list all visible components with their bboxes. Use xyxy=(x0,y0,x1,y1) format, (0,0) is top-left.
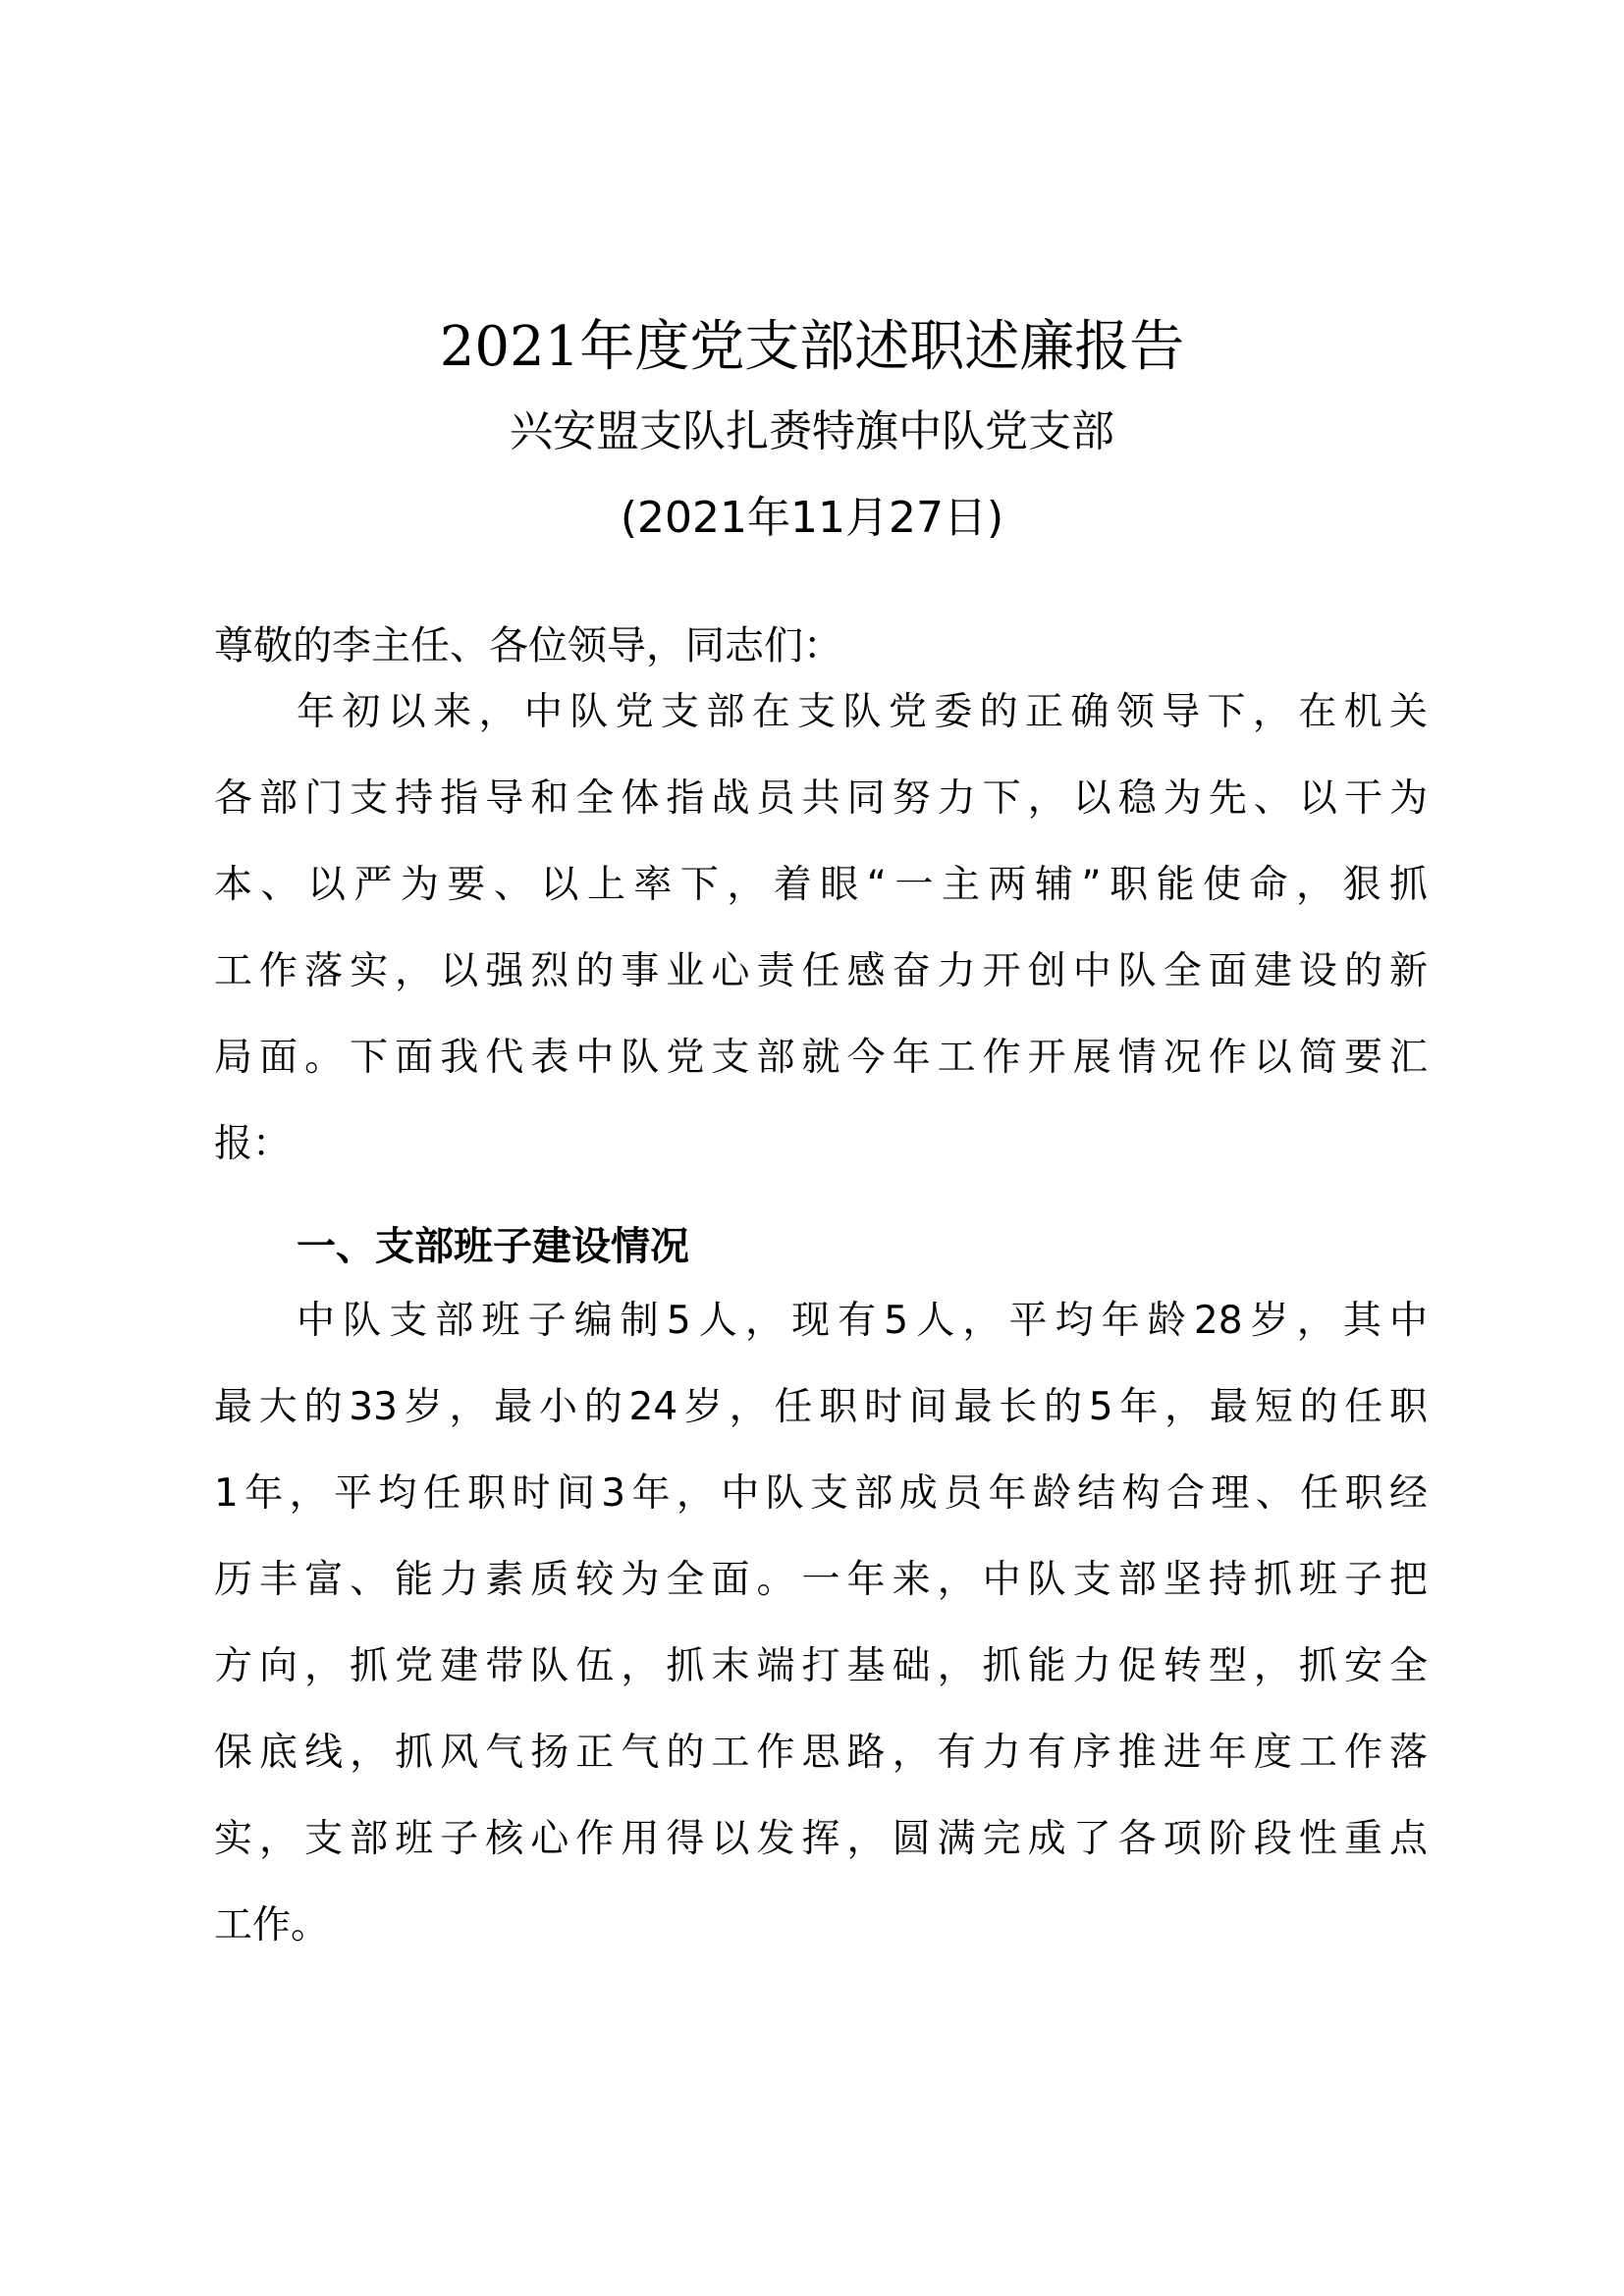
paragraph-line: 工作落实，以强烈的事业心责任感奋力开创中队全面建设的新 xyxy=(214,949,1428,993)
paragraph-line: 中队支部班子编制5人，现有5人，平均年龄28岁，其中 xyxy=(297,1299,1428,1343)
paragraph-line: 各部门支持指导和全体指战员共同努力下，以稳为先、以干为 xyxy=(214,776,1428,821)
paragraph-line: 1年，平均任职时间3年，中队支部成员年龄结构合理、任职经 xyxy=(214,1471,1428,1516)
paragraph-line: 局面。下面我代表中队党支部就今年工作开展情况作以简要汇 xyxy=(214,1036,1428,1080)
paragraph-line: 年初以来，中队党支部在支队党委的正确领导下，在机关 xyxy=(297,690,1428,734)
document-title: 2021年度党支部述职述廉报告 xyxy=(439,315,1185,379)
paragraph-line: 历丰富、能力素质较为全面。一年来，中队支部坚持抓班子把 xyxy=(214,1558,1428,1602)
paragraph-line: 实，支部班子核心作用得以发挥，圆满完成了各项阶段性重点 xyxy=(214,1817,1428,1861)
paragraph-line: 本、以严为要、以上率下，着眼“一主两辅”职能使命，狠抓 xyxy=(214,863,1428,907)
section-heading: 一、支部班子建设情况 xyxy=(297,1224,689,1269)
paragraph-line: 方向，抓党建带队伍，抓末端打基础，抓能力促转型，抓安全 xyxy=(214,1644,1428,1688)
paragraph-line: 最大的33岁，最小的24岁，任职时间最长的5年，最短的任职 xyxy=(214,1385,1428,1429)
paragraph-line: 工作。 xyxy=(214,1903,330,1948)
salutation: 尊敬的李主任、各位领导，同志们： xyxy=(214,623,842,668)
document-subtitle: 兴安盟支队扎赉特旗中队党支部 xyxy=(510,406,1114,456)
paragraph-line: 报： xyxy=(214,1122,292,1166)
paragraph-line: 保底线，抓风气扬正气的工作思路，有力有序推进年度工作落 xyxy=(214,1731,1428,1775)
document-date: (2021年11月27日) xyxy=(620,493,1004,543)
